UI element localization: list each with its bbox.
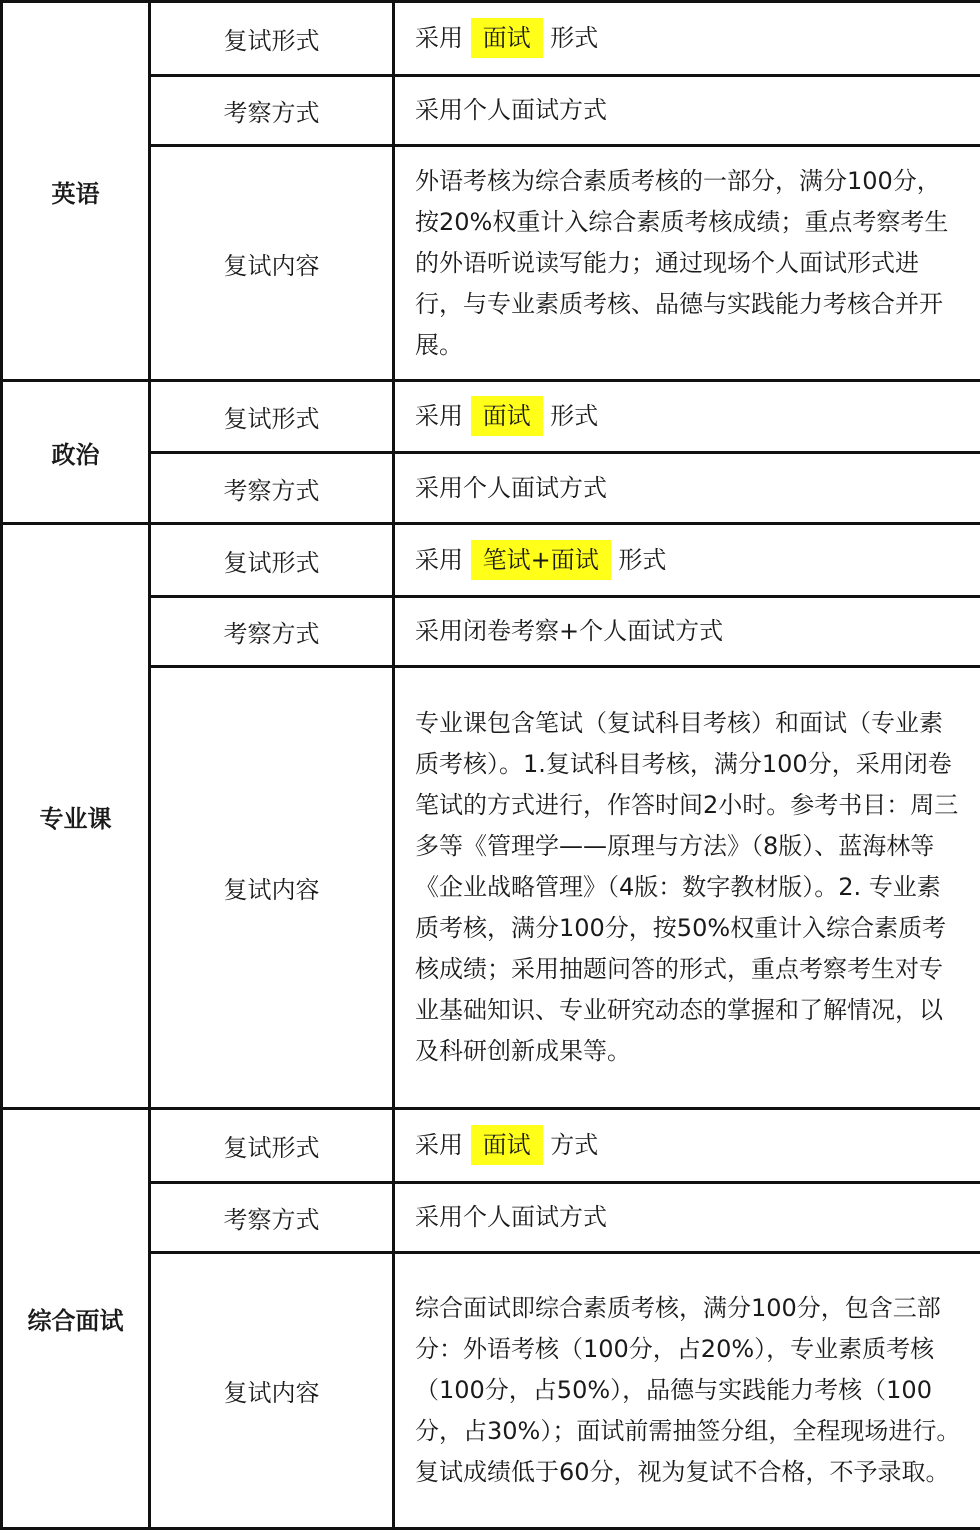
item-value: 采用个人面试方式	[394, 76, 980, 146]
value-suffix: 形式	[618, 546, 666, 574]
item-value	[394, 524, 980, 597]
highlighted-term: 面试	[471, 396, 543, 436]
item-label: 复试内容	[150, 146, 394, 381]
item-value: 专业课包含笔试（复试科目考核）和面试（专业素质考核）。1.复试科目考核，满分100分，采用闭卷笔试的方式进行，作答时间2小时。参考书目：周三多等《管理学——原理与方法》（8版）、蓝海林等《企业战略管理》（4版：数字教材版）。2. 专业素质考核，满分100分，按50%权重计入综合素质考核成绩；采用抽题问答的形式，重点考察考生对专业基础知识、专业研究动态的掌握和了解情况，以及科研创新成果等。	[394, 667, 980, 1109]
subject-politics: 政治	[2, 381, 150, 524]
highlighted-term: 面试	[471, 1125, 543, 1165]
subject-major-course: 专业课	[2, 524, 150, 1109]
item-value: 采用个人面试方式	[394, 453, 980, 524]
table-row	[2, 1109, 980, 1183]
item-value	[394, 381, 980, 453]
subject-comprehensive-interview: 综合面试	[2, 1109, 150, 1529]
table-row	[2, 524, 980, 597]
item-value	[394, 1109, 980, 1183]
item-value: 采用个人面试方式	[394, 1183, 980, 1253]
value-prefix: 采用	[415, 402, 463, 430]
highlighted-term: 面试	[471, 18, 543, 58]
item-label: 复试形式	[150, 2, 394, 76]
item-label: 考察方式	[150, 597, 394, 667]
value-prefix: 采用	[415, 24, 463, 52]
value-suffix: 形式	[550, 24, 598, 52]
item-label: 考察方式	[150, 76, 394, 146]
table-row	[2, 2, 980, 76]
item-value	[394, 2, 980, 76]
item-value: 外语考核为综合素质考核的一部分，满分100分，按20%权重计入综合素质考核成绩；重点考察考生的外语听说读写能力；通过现场个人面试形式进行，与专业素质考核、品德与实践能力考核合并开展。	[394, 146, 980, 381]
item-value: 采用闭卷考察+个人面试方式	[394, 597, 980, 667]
value-prefix: 采用	[415, 546, 463, 574]
item-label: 复试内容	[150, 667, 394, 1109]
value-suffix: 方式	[550, 1131, 598, 1159]
item-label: 考察方式	[150, 453, 394, 524]
item-label: 复试形式	[150, 381, 394, 453]
highlighted-term: 笔试+面试	[471, 540, 611, 580]
item-label: 复试形式	[150, 1109, 394, 1183]
subject-english: 英语	[2, 2, 150, 381]
item-value: 综合面试即综合素质考核，满分100分，包含三部分：外语考核（100分，占20%），专业素质考核（100分，占50%），品德与实践能力考核（100分，占30%）；面试前需抽签分组，全程现场进行。复试成绩低于60分，视为复试不合格，不予录取。	[394, 1253, 980, 1529]
value-suffix: 形式	[550, 402, 598, 430]
item-label: 复试形式	[150, 524, 394, 597]
table-row	[2, 381, 980, 453]
value-prefix: 采用	[415, 1131, 463, 1159]
item-label: 复试内容	[150, 1253, 394, 1529]
item-label: 考察方式	[150, 1183, 394, 1253]
